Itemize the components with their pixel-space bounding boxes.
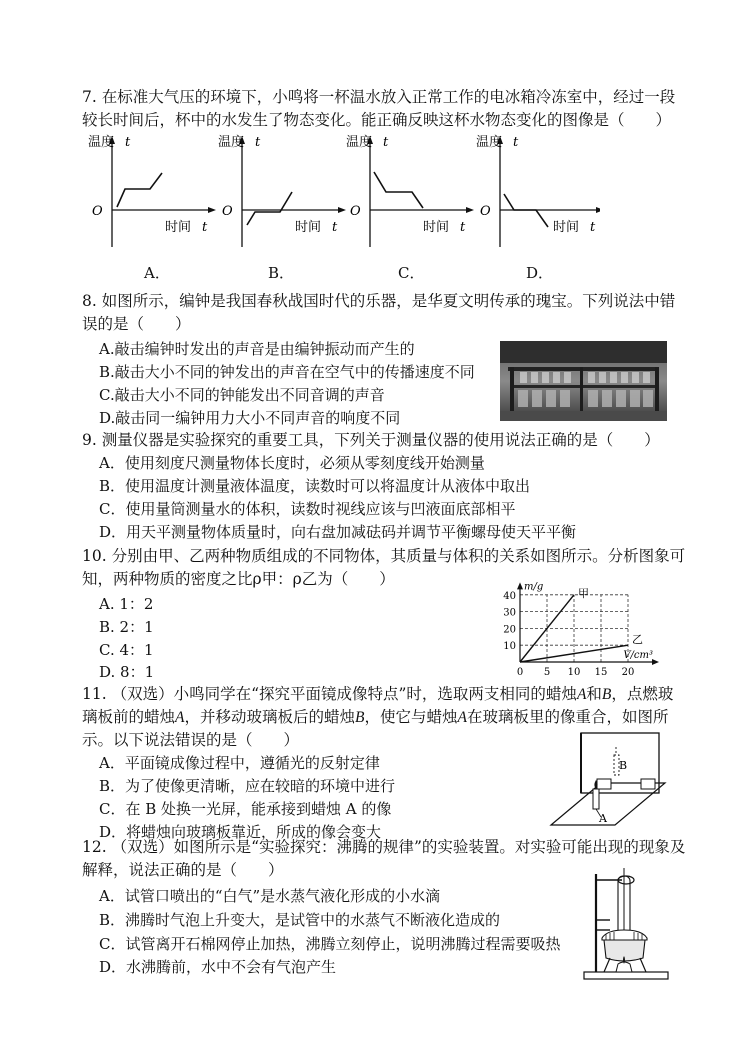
q12-stem-line1: 12. （双选）如图所示是“实验探究：沸腾的规律”的实验装置。对实验可能出现的现象及 — [82, 838, 686, 856]
q10-option-a: A. 1：2 — [99, 595, 154, 613]
y-axis-arrow — [517, 582, 523, 589]
fig-label-b: B — [619, 759, 628, 772]
q11-option-d: D．将蜡烛向玻璃板靠近，所成的像会变大 — [99, 823, 382, 841]
svg-text:t: t — [125, 135, 131, 150]
x-tick-label: 20 — [621, 667, 635, 676]
x-tick-label: 10 — [567, 667, 581, 676]
svg-text:时间: 时间 — [295, 220, 322, 235]
q8-option-b: B.敲击大小不同的钟发出的声音在空气中的传播速度不同 — [99, 363, 475, 381]
q8-stem-line1: 8. 如图所示，编钟是我国春秋战国时代的乐器，是华夏文明传承的瑰宝。下列说法中错 — [82, 292, 676, 310]
y-tick-label: 10 — [503, 641, 516, 653]
q10-stem-line1: 10. 分别由甲、乙两种物质组成的不同物体，其质量与体积的关系如图所示。分析图象可 — [82, 547, 686, 565]
svg-text:t: t — [202, 220, 208, 235]
q11-stem-line1: 11. （双选）小鸣同学在“探究平面镜成像特点”时，选取两支相同的蜡烛A和B，点燃玻 — [82, 685, 674, 703]
fig-label-a: A — [599, 812, 607, 825]
svg-text:时间: 时间 — [553, 220, 580, 235]
plane-mirror-figure — [541, 727, 669, 831]
q7-option-c: C． — [398, 264, 425, 282]
series-label-1: 甲 — [578, 586, 589, 600]
q10-option-b: B. 2：1 — [99, 618, 154, 636]
q12-option-c: C．试管离开石棉网停止加热，沸腾立刻停止，说明沸腾过程需要吸热 — [99, 935, 561, 953]
q9-option-a: A．使用刻度尺测量物体长度时，必须从零刻度线开始测量 — [99, 454, 485, 472]
q7-graph-c — [346, 134, 474, 247]
q7-option-d: D． — [526, 264, 554, 282]
svg-text:温度: 温度 — [218, 135, 245, 150]
series-label-2: 乙 — [632, 633, 643, 647]
svg-text:t: t — [513, 135, 519, 150]
q10-stem-line2: 知，两种物质的密度之比ρ甲：ρ乙为（ ） — [82, 570, 395, 588]
svg-text:时间: 时间 — [165, 220, 192, 235]
q11-option-b: B．为了使像更清晰，应在较暗的环境中进行 — [99, 777, 396, 795]
svg-text:温度: 温度 — [476, 135, 503, 150]
svg-text:O: O — [480, 204, 491, 219]
q12-option-d: D．水沸腾前，水中不会有气泡产生 — [99, 958, 337, 976]
q7-option-a: A． — [144, 264, 170, 282]
svg-text:t: t — [255, 135, 261, 150]
q7-graphs — [80, 132, 600, 282]
y-tick-label: 30 — [503, 607, 516, 619]
x-tick-label: 5 — [543, 667, 551, 676]
x-tick-label: 15 — [594, 667, 608, 676]
q10-mass-volume-chart — [500, 570, 660, 676]
svg-text:O: O — [350, 204, 361, 219]
q9-option-b: B．使用温度计测量液体温度，读数时可以将温度计从液体中取出 — [99, 477, 531, 495]
bianzhong-photo — [500, 341, 667, 421]
svg-text:时间: 时间 — [423, 220, 450, 235]
q7-graph-d — [476, 134, 600, 247]
svg-text:t: t — [332, 220, 338, 235]
svg-text:O: O — [92, 204, 103, 219]
q10-option-d: D. 8：1 — [99, 663, 155, 681]
q11-stem-line3: 示。以下说法错误的是（ ） — [82, 731, 300, 749]
q10-option-c: C. 4：1 — [99, 641, 154, 659]
y-tick-label: 20 — [503, 624, 516, 636]
q7a-ylabel: 温度 — [88, 135, 115, 150]
q12-option-a: A．试管口喷出的“白气”是水蒸气液化形成的小水滴 — [99, 887, 441, 905]
q9-stem: 9. 测量仪器是实验探究的重要工具，下列关于测量仪器的使用说法正确的是（ ） — [82, 431, 660, 449]
boiling-apparatus-figure — [582, 868, 672, 982]
q11-option-c: C．在 B 处换一光屏，能承接到蜡烛 A 的像 — [99, 800, 392, 818]
q11-option-a: A．平面镜成像过程中，遵循光的反射定律 — [99, 754, 380, 772]
svg-text:温度: 温度 — [346, 135, 373, 150]
q8-option-a: A.敲击编钟时发出的声音是由编钟振动而产生的 — [99, 340, 415, 358]
x-axis-label: V/cm³ — [623, 650, 653, 661]
q7-option-b: B． — [268, 264, 295, 282]
svg-text:O: O — [222, 204, 233, 219]
q7-stem-line1: 7. 在标准大气压的环境下，小鸣将一杯温水放入正常工作的电冰箱冷冻室中，经过一段 — [82, 88, 676, 106]
q11-stem-line2: 璃板前的蜡烛A，并移动玻璃板后的蜡烛B，使它与蜡烛A在玻璃板里的像重合，如图所 — [82, 708, 669, 726]
q7-stem-line2: 较长时间后，杯中的水发生了物态变化。能正确反映这杯水物态变化的图像是（ ） — [82, 111, 672, 129]
q9-option-c: C．使用量筒测量水的体积，读数时视线应该与凹液面底部相平 — [99, 500, 516, 518]
svg-text:t: t — [383, 135, 389, 150]
y-tick-label: 40 — [503, 590, 516, 602]
x-tick-label: 0 — [516, 667, 524, 676]
q9-option-d: D．用天平测量物体质量时，向右盘加减砝码并调节平衡螺母使天平平衡 — [99, 523, 577, 541]
q8-option-d: D.敲击同一编钟用力大小不同声音的响度不同 — [99, 409, 401, 427]
y-axis-label: m/g — [524, 581, 544, 593]
svg-text:t: t — [460, 220, 466, 235]
x-axis-arrow — [652, 659, 659, 665]
svg-text:t: t — [590, 220, 596, 235]
q12-stem-line2: 解释，说法正确的是（ ） — [82, 861, 284, 879]
q12-option-b: B．沸腾时气泡上升变大，是试管中的水蒸气不断液化造成的 — [99, 911, 501, 929]
q8-option-c: C.敲击大小不同的钟能发出不同音调的声音 — [99, 386, 385, 404]
q8-stem-line2: 误的是（ ） — [82, 315, 191, 333]
q7-graph-b — [218, 134, 346, 247]
q7-graph-a — [88, 134, 216, 247]
